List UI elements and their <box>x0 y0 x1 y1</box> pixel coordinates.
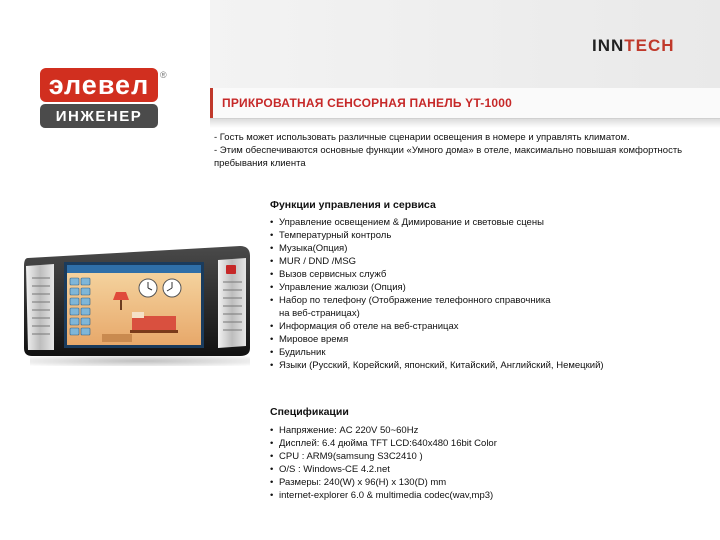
intro-line: - Гость может использовать различные сценарии освещения в номере и управлять климатом. <box>214 132 630 143</box>
registered-mark: ® <box>160 70 167 80</box>
clock-icon <box>139 279 157 297</box>
logo-top: элевел <box>40 68 158 102</box>
page-title: ПРИКРОВАТНАЯ СЕНСОРНАЯ ПАНЕЛЬ YT-1000 <box>222 96 512 110</box>
list-item: • Температурный контроль <box>270 230 392 241</box>
list-item: • Набор по телефону (Отображение телефонного справочника <box>270 295 551 306</box>
clock-icon <box>163 279 181 297</box>
title-accent <box>210 88 213 118</box>
list-item: • Размеры: 240(W) x 96(H) x 130(D) mm <box>270 477 447 488</box>
functions-heading: Функции управления и сервиса <box>270 199 436 211</box>
list-item: • MUR / DND /MSG <box>270 256 357 267</box>
functions-list <box>270 216 604 372</box>
specs-heading: Спецификации <box>270 406 349 418</box>
list-item: • Музыка(Опция) <box>270 243 348 254</box>
logo-bottom: ИНЖЕНЕР <box>40 104 158 128</box>
list-item: • Вызов сервисных служб <box>270 269 387 280</box>
list-item: • Управление жалюзи (Опция) <box>270 282 406 293</box>
left-side-panel <box>26 264 54 350</box>
company-logo <box>38 68 168 130</box>
list-item: • Напряжение: AC 220V 50~60Hz <box>270 425 419 436</box>
touch-panel-illustration <box>20 238 255 368</box>
brand-name-part1: INN <box>592 36 625 55</box>
device-shadow <box>30 356 250 366</box>
brand-logo <box>592 36 675 56</box>
list-item: • Будильник <box>270 347 326 358</box>
list-item: • Управление освещением & Димирование и световые сцены <box>270 217 544 228</box>
list-item: • O/S : Windows-CE 4.2.net <box>270 464 390 475</box>
brand-name-part2: TECH <box>624 36 675 55</box>
product-image <box>20 238 255 368</box>
list-item: • internet-explorer 6.0 & multimedia codec(wav,mp3) <box>270 490 494 501</box>
list-item: • Языки (Русский, Корейский, японский, Китайский, Английский, Немецкий) <box>270 360 604 371</box>
specs-list <box>270 424 497 502</box>
intro-line: - Этим обеспечиваются основные функции «Умного дома» в отеле, максимально повышая комфортность пребывания клиента <box>214 145 683 169</box>
list-item: на веб-страницах) <box>279 308 360 319</box>
alert-button <box>226 265 236 274</box>
list-item: • CPU : ARM9(samsung S3C2410 ) <box>270 451 423 462</box>
list-item: • Информация об отеле на веб-страницах <box>270 321 459 332</box>
list-item: • Мировое время <box>270 334 349 345</box>
intro-text <box>214 131 704 170</box>
header-band-shadow <box>210 118 720 128</box>
list-item: • Дисплей: 6.4 дюйма TFT LCD:640x480 16bit Color <box>270 438 497 449</box>
